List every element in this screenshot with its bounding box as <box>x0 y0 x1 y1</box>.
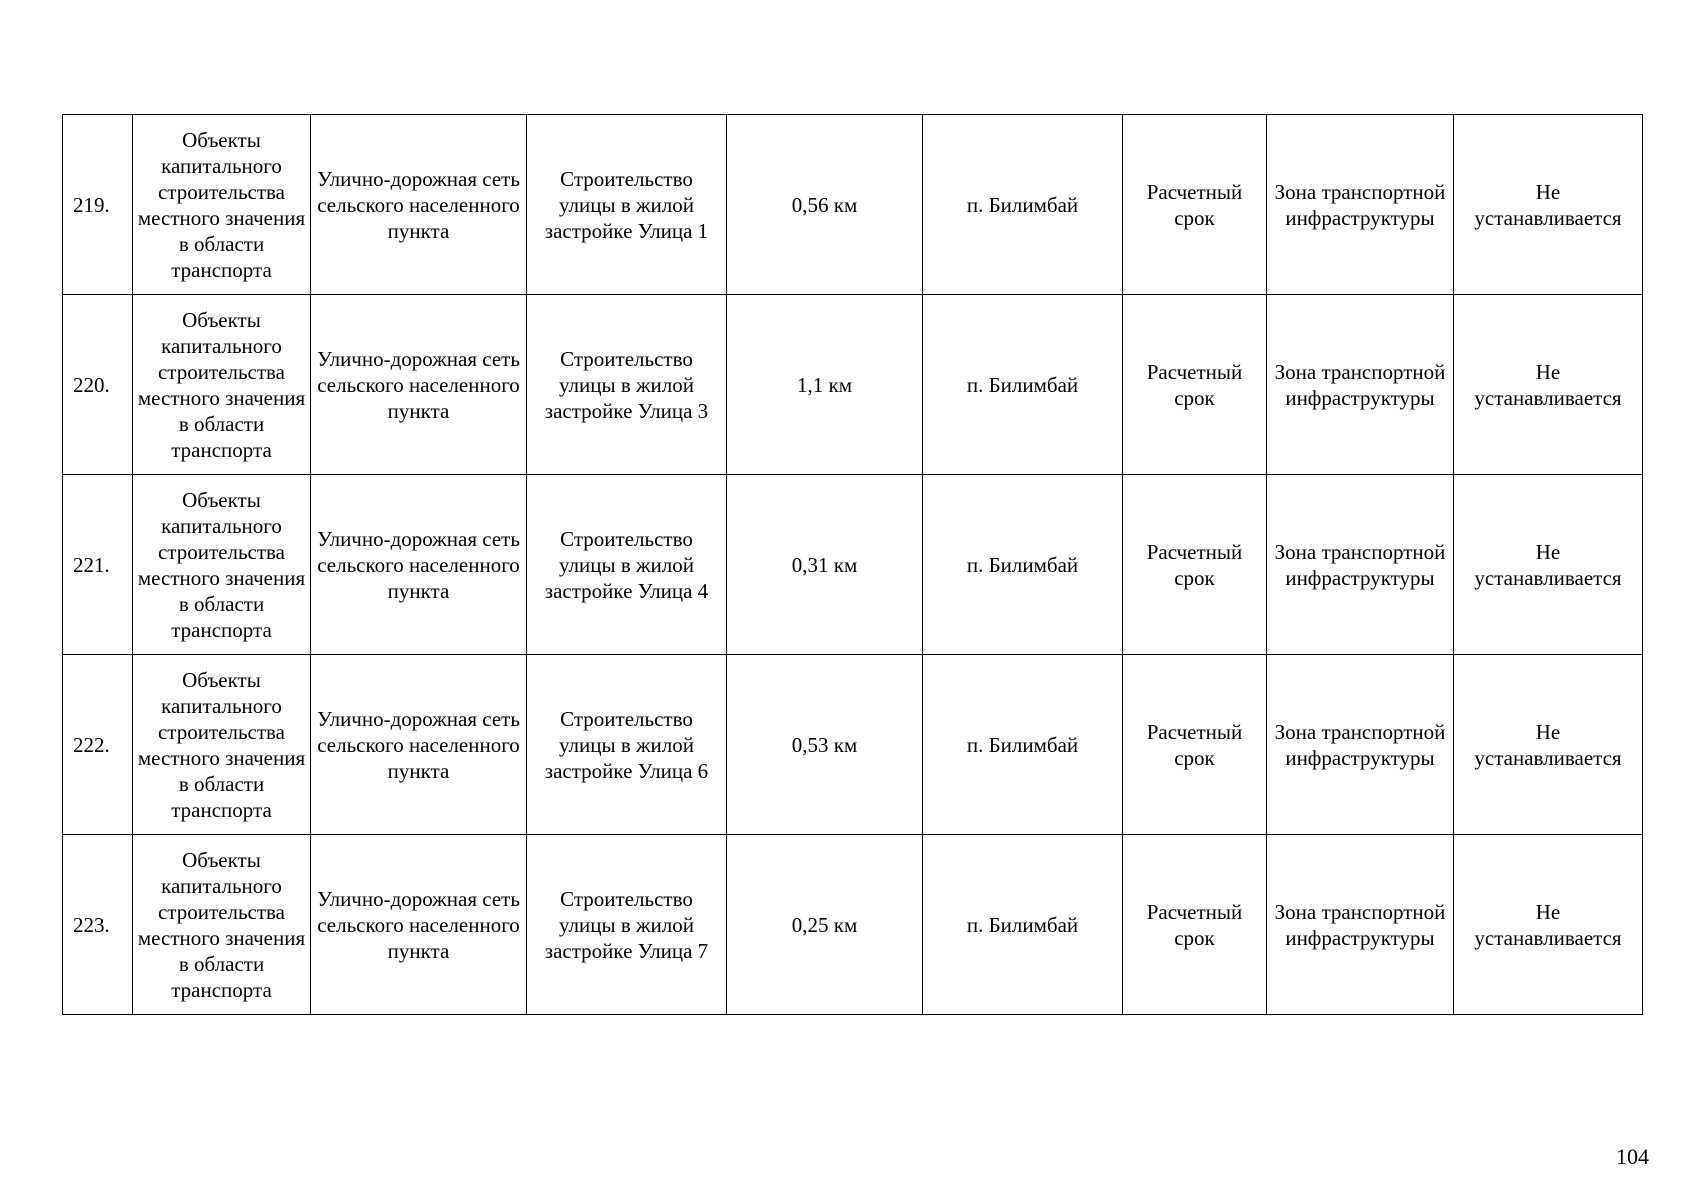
object-category: Объекты капитального строительства местного значения в области транспорта <box>133 295 311 475</box>
functional-zone: Зона транспортной инфраструктуры <box>1267 475 1454 655</box>
implementation-term: Расчетный срок <box>1123 115 1267 295</box>
object-location: п. Билимбай <box>923 475 1123 655</box>
object-length: 0,31 км <box>727 475 923 655</box>
object-type: Улично-дорожная сеть сельского населенного пункта <box>311 475 527 655</box>
table-row <box>63 115 1643 295</box>
row-number: 219. <box>63 115 133 295</box>
zone-restriction: Не устанавливается <box>1454 835 1643 1015</box>
object-name: Строительство улицы в жилой застройке Улица 1 <box>527 115 727 295</box>
page-number: 104 <box>1616 1144 1649 1169</box>
objects-table <box>62 114 1643 1015</box>
functional-zone: Зона транспортной инфраструктуры <box>1267 655 1454 835</box>
object-name: Строительство улицы в жилой застройке Улица 6 <box>527 655 727 835</box>
object-category: Объекты капитального строительства местного значения в области транспорта <box>133 475 311 655</box>
row-number: 223. <box>63 835 133 1015</box>
implementation-term: Расчетный срок <box>1123 835 1267 1015</box>
zone-restriction: Не устанавливается <box>1454 655 1643 835</box>
object-length: 0,53 км <box>727 655 923 835</box>
row-number: 221. <box>63 475 133 655</box>
object-type: Улично-дорожная сеть сельского населенного пункта <box>311 295 527 475</box>
object-location: п. Билимбай <box>923 115 1123 295</box>
zone-restriction: Не устанавливается <box>1454 115 1643 295</box>
object-category: Объекты капитального строительства местного значения в области транспорта <box>133 655 311 835</box>
table-row <box>63 655 1643 835</box>
functional-zone: Зона транспортной инфраструктуры <box>1267 115 1454 295</box>
functional-zone: Зона транспортной инфраструктуры <box>1267 835 1454 1015</box>
object-location: п. Билимбай <box>923 655 1123 835</box>
table-row <box>63 295 1643 475</box>
object-location: п. Билимбай <box>923 295 1123 475</box>
zone-restriction: Не устанавливается <box>1454 295 1643 475</box>
row-number: 220. <box>63 295 133 475</box>
object-category: Объекты капитального строительства местного значения в области транспорта <box>133 835 311 1015</box>
object-location: п. Билимбай <box>923 835 1123 1015</box>
object-name: Строительство улицы в жилой застройке Улица 3 <box>527 295 727 475</box>
object-name: Строительство улицы в жилой застройке Улица 7 <box>527 835 727 1015</box>
object-length: 0,25 км <box>727 835 923 1015</box>
implementation-term: Расчетный срок <box>1123 655 1267 835</box>
object-type: Улично-дорожная сеть сельского населенного пункта <box>311 655 527 835</box>
object-type: Улично-дорожная сеть сельского населенного пункта <box>311 835 527 1015</box>
implementation-term: Расчетный срок <box>1123 295 1267 475</box>
zone-restriction: Не устанавливается <box>1454 475 1643 655</box>
object-category: Объекты капитального строительства местного значения в области транспорта <box>133 115 311 295</box>
object-length: 0,56 км <box>727 115 923 295</box>
implementation-term: Расчетный срок <box>1123 475 1267 655</box>
object-length: 1,1 км <box>727 295 923 475</box>
row-number: 222. <box>63 655 133 835</box>
table-row <box>63 475 1643 655</box>
functional-zone: Зона транспортной инфраструктуры <box>1267 295 1454 475</box>
table-row <box>63 835 1643 1015</box>
object-type: Улично-дорожная сеть сельского населенного пункта <box>311 115 527 295</box>
object-name: Строительство улицы в жилой застройке Улица 4 <box>527 475 727 655</box>
